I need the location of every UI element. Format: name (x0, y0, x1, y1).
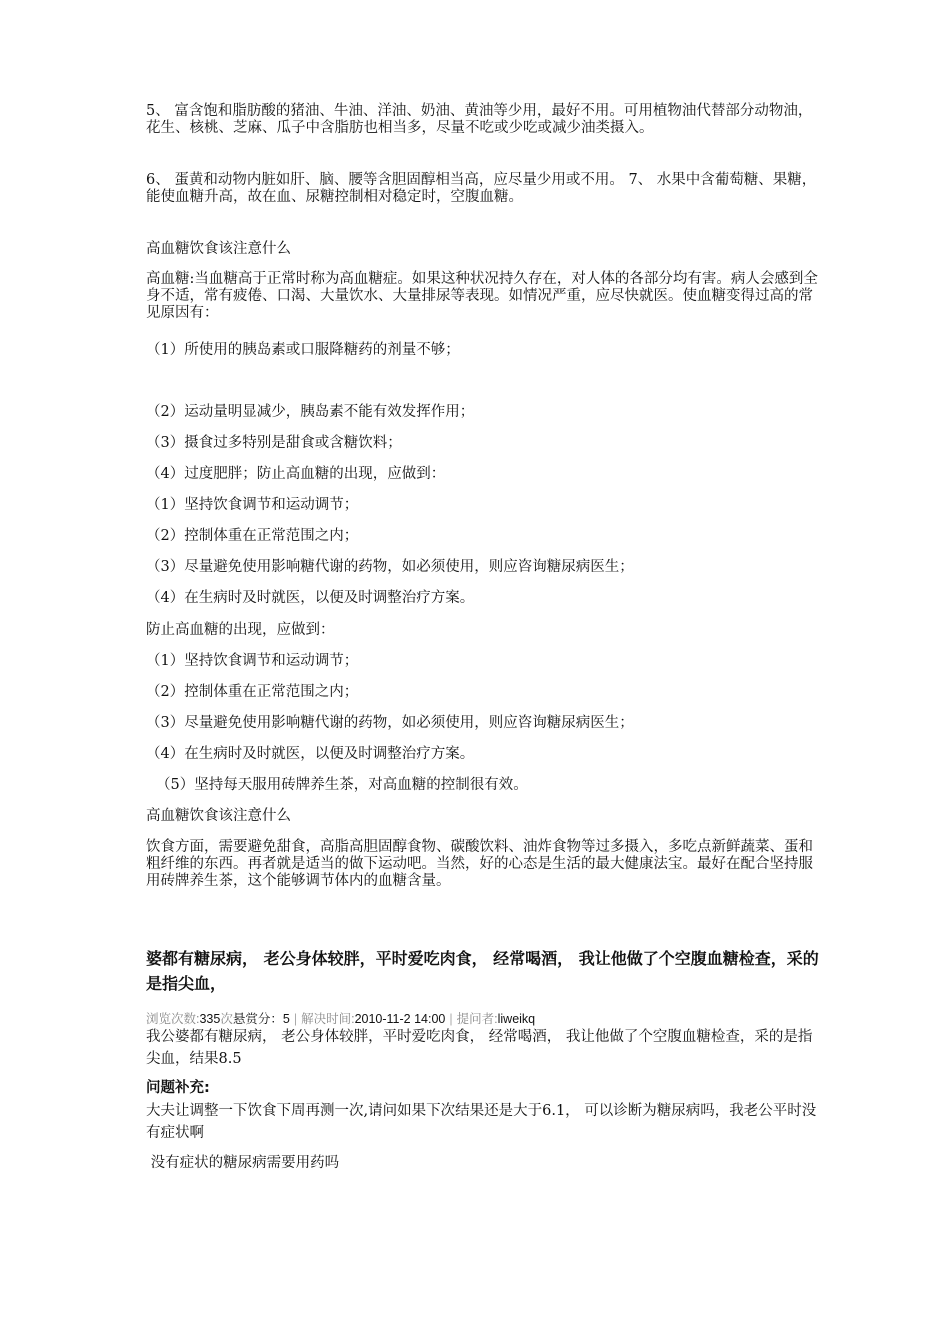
question-meta (146, 1009, 535, 1027)
intro-paragraph (146, 271, 822, 322)
views-count: 335 (199, 1012, 221, 1026)
cause-4-text: （4）过度肥胖；防止高血糖的出现，应做到： (146, 466, 446, 482)
prevent-heading-text: 防止高血糖的出现，应做到： (146, 622, 335, 638)
prevent-1 (146, 653, 822, 670)
section-heading-2-text: 高血糖饮食该注意什么 (146, 808, 291, 824)
meta-separator: | (293, 1012, 298, 1026)
intro-paragraph-text: 高血糖:当血糖高于正常时称为高血糖症。如果这种状况持久存在，对人体的各部分均有害。病人会感到全身不适，常有疲倦、口渴、大量饮水、大量排尿等表现。如情况严重，应尽快就医。使血糖变得过高的常见原因有： (146, 271, 818, 321)
cause-3 (146, 435, 822, 452)
meta-separator: | (449, 1012, 453, 1026)
paragraph-5-text: 5、 富含饱和脂肪酸的猪油、牛油、洋油、奶油、黄油等少用，最好不用。可用植物油代替部分动物油，花生、核桃、芝麻、瓜子中含脂肪也相当多，尽量不吃或少吃或减少油类摄入。 (146, 103, 813, 136)
followup-question: 没有症状的糖尿病需要用药吗 (146, 1155, 340, 1171)
advice-1-text: （1）坚持饮食调节和运动调节； (146, 497, 359, 513)
cause-2-text: （2）运动量明显减少，胰岛素不能有效发挥作用； (146, 404, 475, 420)
prevent-4 (146, 746, 822, 763)
solved-time: 2010-11-2 14:00 (354, 1012, 446, 1026)
prevent-1-text: （1）坚持饮食调节和运动调节； (146, 653, 359, 669)
asker-label: 提问者: (456, 1012, 498, 1026)
cause-1 (146, 342, 822, 359)
advice-4-text: （4）在生病时及时就医，以便及时调整治疗方案。 (146, 590, 475, 606)
paragraph-5 (146, 103, 822, 137)
reward-label: 悬赏分： (232, 1012, 283, 1026)
advice-3 (146, 559, 822, 576)
views-label: 浏览次数: (146, 1012, 200, 1026)
paragraph-6 (146, 172, 822, 206)
section-heading-2 (146, 808, 822, 825)
paragraph-6-text: 6、 蛋黄和动物内脏如肝、脑、腰等含胆固醇相当高，应尽量少用或不用。 7、 水果中含葡萄糖、果糖，能使血糖升高，故在血、尿糖控制相对稳定时，空腹血糖。 (146, 172, 817, 205)
solved-label: 解决时间: (301, 1012, 355, 1026)
reward-value: 5 (282, 1012, 290, 1026)
prevent-5-text: （5）坚持每天服用砖牌养生茶，对高血糖的控制很有效。 (156, 777, 528, 793)
section-heading-1 (146, 241, 822, 258)
cause-2 (146, 404, 822, 421)
prevent-4-text: （4）在生病时及时就医，以便及时调整治疗方案。 (146, 746, 475, 762)
prevent-3 (146, 715, 822, 732)
cause-4 (146, 466, 822, 483)
diet-paragraph-text: 饮食方面，需要避免甜食，高脂高胆固醇食物、碳酸饮料、油炸食物等过多摄入，多吃点新鲜蔬菜、蛋和粗纤维的东西。再者就是适当的做下运动吧。当然，好的心态是生活的最大健康法宝。最好在配合坚持服用砖牌养生茶，这个能够调节体内的血糖含量。 (146, 839, 813, 889)
prevent-heading (146, 622, 822, 639)
advice-2 (146, 528, 822, 545)
question-body: 我公婆都有糖尿病， 老公身体较胖，平时爱吃肉食， 经常喝酒， 我让他做了个空腹血糖检查，采的是指尖血，结果8.5 (146, 1029, 813, 1067)
section-heading-1-text: 高血糖饮食该注意什么 (146, 241, 291, 257)
question-title: 婆都有糖尿病， 老公身体较胖，平时爱吃肉食， 经常喝酒， 我让他做了个空腹血糖检查，采的是指尖血， (146, 949, 819, 993)
cause-1-text: （1）所使用的胰岛素或口服降糖药的剂量不够； (146, 342, 460, 358)
asker-name[interactable]: liweikq (497, 1012, 536, 1026)
advice-3-text: （3）尽量避免使用影响糖代谢的药物，如必须使用，则应咨询糖尿病医生； (146, 559, 634, 575)
supplement-label: 问题补充: (146, 1080, 210, 1096)
diet-paragraph (146, 839, 822, 890)
cause-3-text: （3）摄食过多特别是甜食或含糖饮料； (146, 435, 402, 451)
advice-1 (146, 497, 822, 514)
supplement-text: 大夫让调整一下饮食下周再测一次,请问如果下次结果还是大于6.1， 可以诊断为糖尿病吗，我老公平时没有症状啊 (146, 1103, 817, 1141)
views-unit: 次 (220, 1012, 233, 1026)
advice-4 (146, 590, 822, 607)
prevent-2 (146, 684, 822, 701)
prevent-5 (156, 777, 832, 794)
prevent-2-text: （2）控制体重在正常范围之内； (146, 684, 359, 700)
advice-2-text: （2）控制体重在正常范围之内； (146, 528, 359, 544)
prevent-3-text: （3）尽量避免使用影响糖代谢的药物，如必须使用，则应咨询糖尿病医生； (146, 715, 634, 731)
